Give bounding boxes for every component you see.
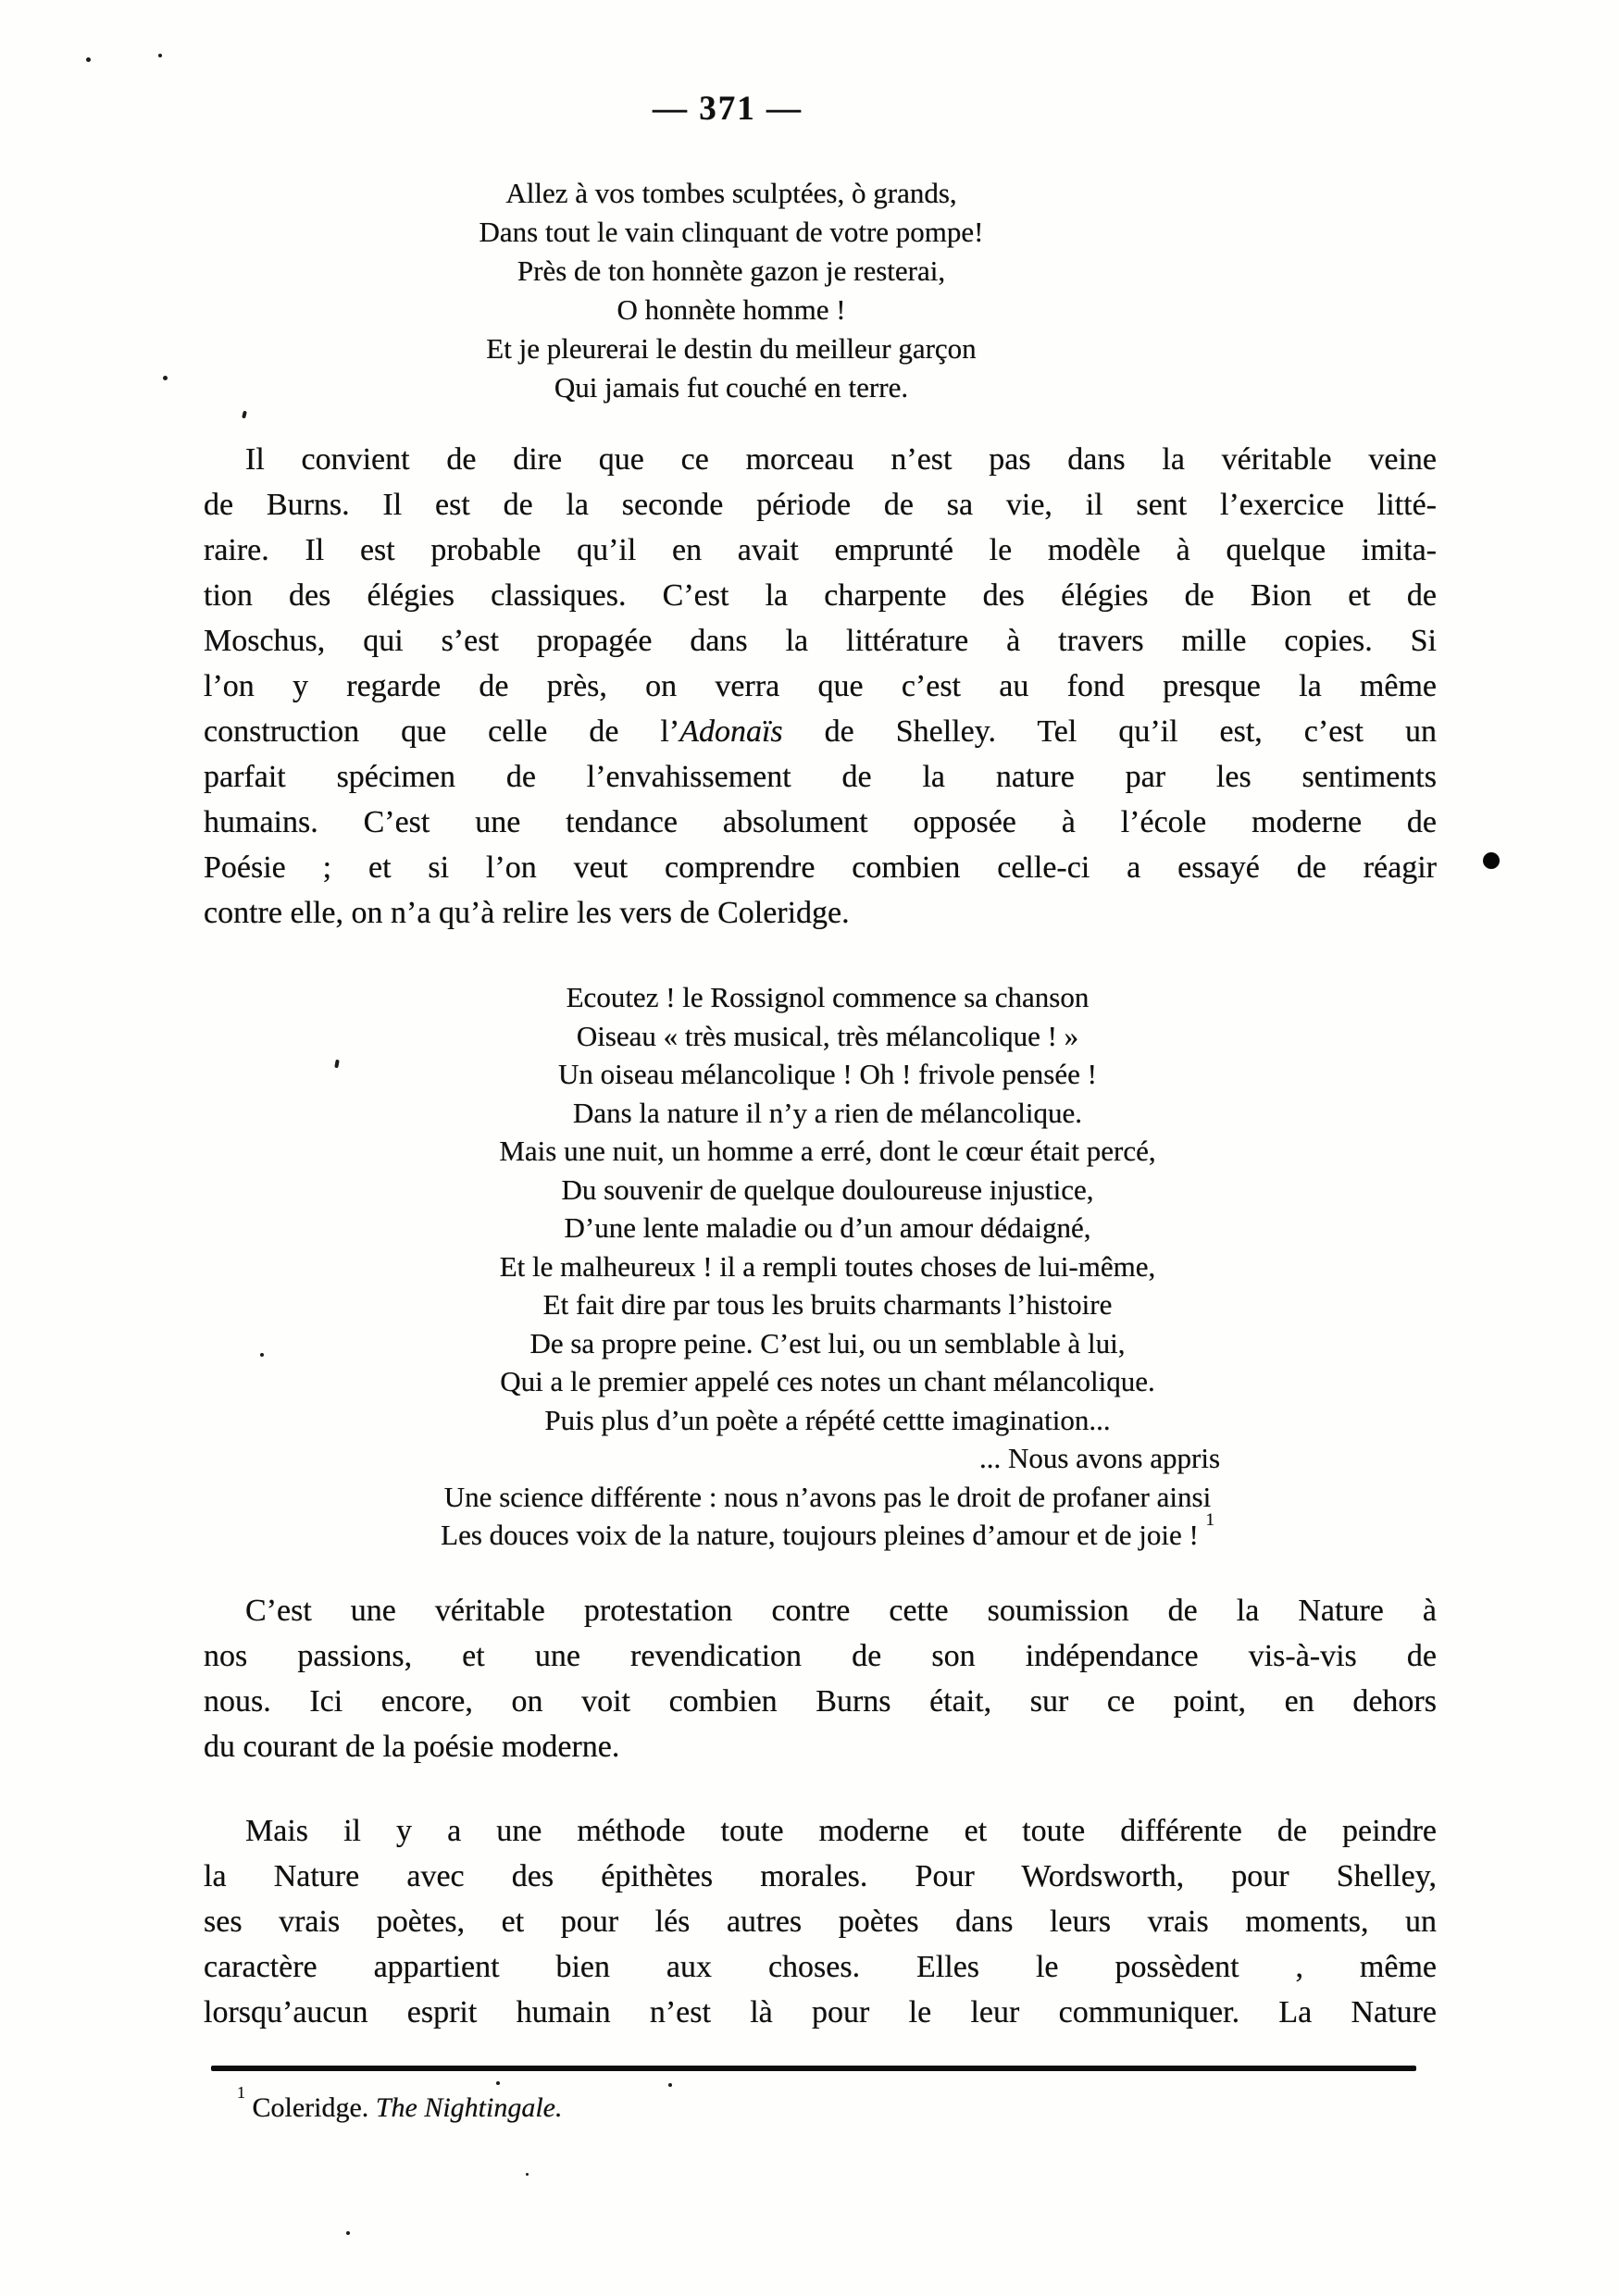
text-line: ses vrais poètes, et pour lés autres poètes dans leurs vrais moments, un <box>204 1904 1437 1939</box>
ink-speck <box>158 54 162 57</box>
text-line: Mais une nuit, un homme a erré, dont le cœur était percé, <box>499 1135 1156 1167</box>
text-line: Moschus, qui s’est propagée dans la littérature à travers mille copies. Si <box>204 624 1437 658</box>
text-line: D’une lente maladie ou d’un amour dédaigné, <box>564 1211 1091 1244</box>
footnote-separator-rule <box>211 2066 1416 2071</box>
coleridge-poem-block <box>211 978 1444 1555</box>
text-line: du courant de la poésie moderne. <box>204 1729 620 1764</box>
ink-speck <box>163 376 168 380</box>
text-line: de Burns. Il est de la seconde période de sa vie, il sent l’exercice litté- <box>204 488 1437 522</box>
text-line: humains. C’est une tendance absolument opposée à l’école moderne de <box>204 805 1437 839</box>
paragraph-1 <box>204 437 1437 936</box>
text-line: Dans tout le vain clinquant de votre pompe! <box>479 216 984 248</box>
text-line: De sa propre peine. C’est lui, ou un semblable à lui, <box>529 1326 1126 1359</box>
ink-speck <box>260 1353 264 1357</box>
text-line: Près de ton honnète gazon je resterai, <box>517 254 946 287</box>
ink-blot <box>1483 852 1500 869</box>
text-line: Et je pleurerai le destin du meilleur garçon <box>486 332 977 365</box>
ink-speck <box>86 57 91 62</box>
ink-speck <box>346 2231 350 2235</box>
text-line: contre elle, on n’a qu’à relire les vers de Coleridge. <box>204 896 850 930</box>
text-line: C’est une véritable protestation contre cette soumission de la Nature à <box>245 1593 1437 1628</box>
ink-speck <box>496 2081 500 2085</box>
text-line: Un oiseau mélancolique ! Oh ! frivole pensée ! <box>558 1058 1097 1090</box>
text-line: l’on y regarde de près, on verra que c’est au fond presque la même <box>204 669 1437 703</box>
text-line: parfait spécimen de l’envahissement de la nature par les sentiments <box>204 760 1437 794</box>
text-line: raire. Il est probable qu’il en avait emprunté le modèle à quelque imita- <box>204 533 1437 567</box>
text-line: Il convient de dire que ce morceau n’est pas dans la véritable veine <box>245 442 1437 477</box>
paragraph-2 <box>204 1588 1437 1769</box>
text-line: Et le malheureux ! il a rempli toutes choses de lui-même, <box>499 1249 1156 1283</box>
page-number: — 371 — <box>653 90 803 128</box>
text-line: Poésie ; et si l’on veut comprendre combien celle-ci a essayé de réagir <box>204 850 1437 885</box>
text-line: Ecoutez ! le Rossignol commence sa chanson <box>566 981 1090 1013</box>
text-line: Les douces voix de la nature, toujours pleines d’amour et de joie ! $^1$ <box>441 1510 1214 1551</box>
text-line: la Nature avec des épithètes morales. Pour Wordsworth, pour Shelley, <box>204 1858 1437 1893</box>
text-line: ... Nous avons appris <box>978 1442 1221 1474</box>
text-line: nous. Ici encore, on voit combien Burns était, sur ce point, en dehors <box>204 1683 1437 1719</box>
footnote: $^1$ Coleridge. The Nightingale. <box>237 2082 563 2123</box>
text-line: tion des élégies classiques. C’est la charpente des élégies de Bion et de <box>204 578 1437 613</box>
text-line: Dans la nature il n’y a rien de mélancolique. <box>572 1096 1083 1129</box>
text-line: Qui a le premier appelé ces notes un chant mélancolique. <box>500 1365 1155 1397</box>
text-line: caractère appartient bien aux choses. Elles le possèdent , même <box>204 1949 1437 1984</box>
ink-speck <box>526 2173 529 2176</box>
text-line: Oiseau « très musical, très mélancolique ! » <box>576 1019 1079 1052</box>
text-line: Qui jamais fut couché en terre. <box>554 371 909 403</box>
epigraph-verse-block <box>115 174 1348 407</box>
text-line: Du souvenir de quelque douloureuse injustice, <box>561 1173 1094 1206</box>
text-line: Et fait dire par tous les bruits charmants l’histoire <box>542 1288 1113 1321</box>
text-line: O honnète homme ! <box>616 293 846 326</box>
text-line: Une science différente : nous n’avons pas le droit de profaner ainsi <box>443 1480 1212 1513</box>
text-line: construction que celle de l’Adonaïs de Shelley. Tel qu’il est, c’est un <box>204 714 1437 749</box>
text-line: Mais il y a une méthode toute moderne et toute différente de peindre <box>245 1813 1437 1848</box>
text-column <box>204 88 1437 2127</box>
ink-speck <box>668 2083 672 2087</box>
text-line: Puis plus d’un poète a répété cettte imagination... <box>544 1403 1111 1436</box>
text-line: lorsqu’aucun esprit humain n’est là pour le leur communiquer. La Nature <box>204 1994 1437 2029</box>
text-line: nos passions, et une revendication de son indépendance vis-à-vis de <box>204 1638 1437 1673</box>
text-line: Allez à vos tombes sculptées, ò grands, <box>505 177 957 209</box>
paragraph-3 <box>204 1808 1437 2035</box>
